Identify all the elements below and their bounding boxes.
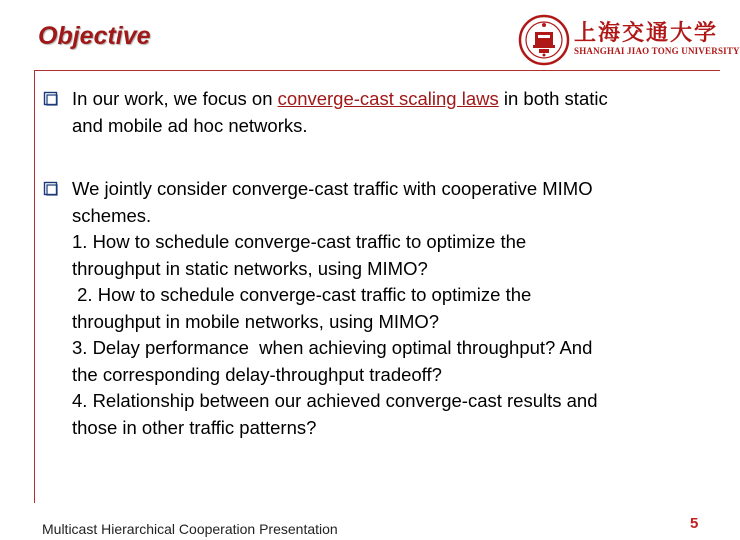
header-divider xyxy=(34,70,720,71)
bullet-2-line: schemes. xyxy=(72,204,152,226)
university-name-english: SHANGHAI JIAO TONG UNIVERSITY xyxy=(574,46,740,56)
bullet-2-line: throughput in mobile networks, using MIMO? xyxy=(72,310,440,332)
university-name-chinese: 上海交通大学 xyxy=(574,20,719,46)
left-border xyxy=(34,70,35,503)
bullet-1-line-2: and mobile ad hoc networks. xyxy=(72,114,308,136)
bullet-1-line-1 xyxy=(72,86,714,113)
page-number: 5 xyxy=(690,515,699,532)
bullet-2-line: throughput in static networks, using MIMO? xyxy=(72,257,428,279)
bullet-item-1 xyxy=(44,86,714,139)
university-logo xyxy=(518,12,740,66)
bullet-2-line: 2. How to schedule converge-cast traffic to optimize the xyxy=(72,284,532,305)
bullet-2-line: 4. Relationship between our achieved converge-cast results and xyxy=(72,390,598,411)
checkbox-bullet-icon xyxy=(44,92,58,106)
bullet-2-line: 3. Delay performance when achieving optimal throughput? And xyxy=(72,337,593,358)
slide-title: Objective xyxy=(38,22,151,50)
bullet-2-line: those in other traffic patterns? xyxy=(72,416,317,438)
footer-text: Multicast Hierarchical Cooperation Presentation xyxy=(42,521,338,537)
bullet-2-line: the corresponding delay-throughput tradeoff? xyxy=(72,363,442,385)
bullet-2-line: 1. How to schedule converge-cast traffic to optimize the xyxy=(72,231,527,252)
university-seal-icon xyxy=(518,14,570,66)
checkbox-bullet-icon xyxy=(44,182,58,196)
bullet-1-highlight: converge-cast scaling laws xyxy=(277,88,499,109)
bullet-1-text-after: in both static xyxy=(498,88,608,109)
bullet-1-text-before: In our work, we focus on xyxy=(72,88,278,109)
bullet-item-2 xyxy=(44,176,714,441)
bullet-2-line: We jointly consider converge-cast traffic with cooperative MIMO xyxy=(72,178,593,199)
